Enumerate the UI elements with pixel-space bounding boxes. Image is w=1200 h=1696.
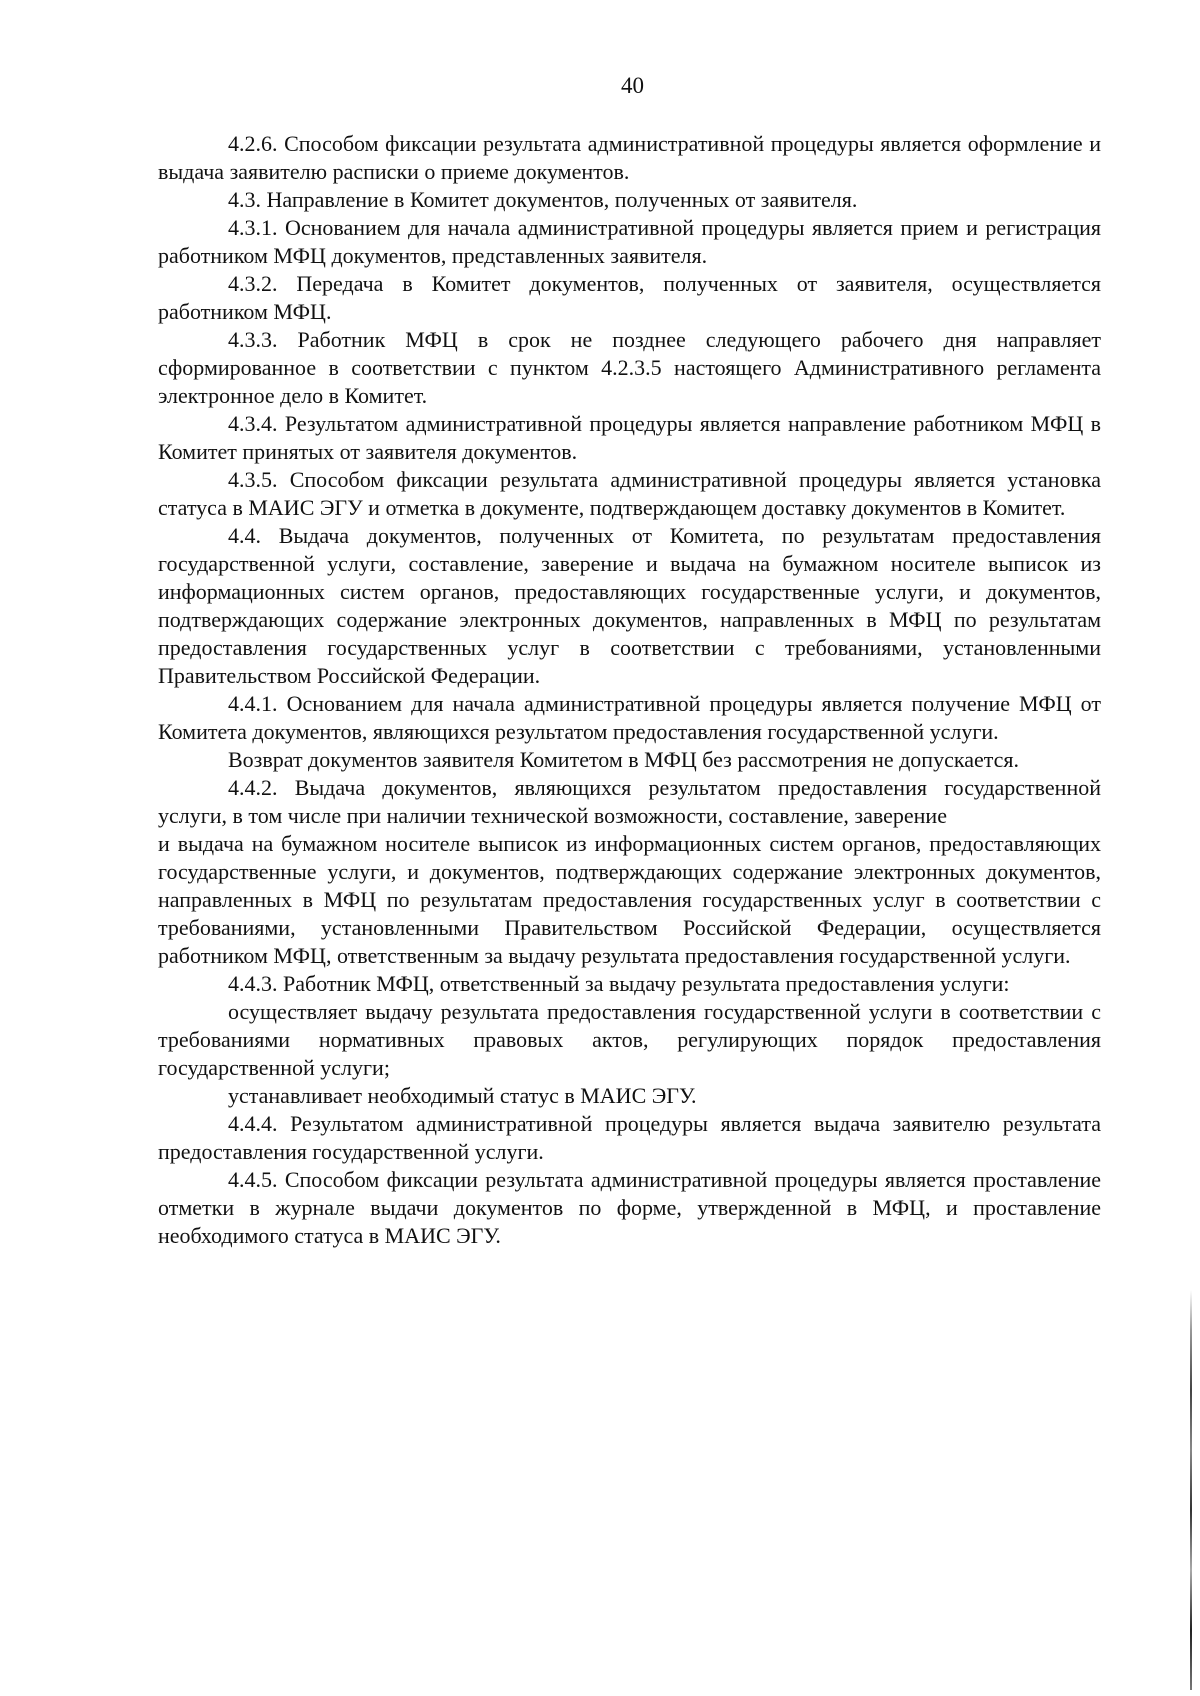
paragraph-4-3-5: 4.3.5. Способом фиксации результата административной процедуры является установка статуса в МАИС ЭГУ и отметка в документе, подтверждающем доставку документов в Комитет. <box>158 467 1101 520</box>
scan-edge-artifact <box>1190 1290 1192 1690</box>
paragraph-4-4-3-issue: осуществляет выдачу результата предоставления государственной услуги в соответствии с требованиями нормативных правовых актов, регулирующих порядок предоставления государственной услуги; <box>158 999 1101 1080</box>
paragraph-4-4-2: 4.4.2. Выдача документов, являющихся результатом предоставления государственной услуги, в том числе при наличии технической возможности, составление, заверение <box>158 775 1101 828</box>
paragraph-4-3-4: 4.3.4. Результатом административной процедуры является направление работником МФЦ в Комитет принятых от заявителя документов. <box>158 411 1101 464</box>
paragraph-4-3: 4.3. Направление в Комитет документов, полученных от заявителя. <box>228 187 858 212</box>
paragraph-4-3-2: 4.3.2. Передача в Комитет документов, полученных от заявителя, осуществляется работником МФЦ. <box>158 271 1101 324</box>
page-number: 40 <box>621 73 644 98</box>
paragraph-4-4-2-continued: и выдача на бумажном носителе выписок из информационных систем органов, предоставляющих государственные услуги, и документов, подтверждающих содержание электронных документов, направленных в МФЦ по результатам предоставления государственных услуг в соответствии с требованиями, установленными Правительством Российской Федерации, осуществляется работником МФЦ, ответственным за выдачу результата предоставления государственной услуги. <box>158 831 1101 968</box>
paragraph-4-4-4: 4.4.4. Результатом административной процедуры является выдача заявителю результата предоставления государственной услуги. <box>158 1111 1101 1164</box>
paragraph-4-4-3-status: устанавливает необходимый статус в МАИС ЭГУ. <box>228 1083 697 1108</box>
paragraph-4-3-1: 4.3.1. Основанием для начала административной процедуры является прием и регистрация работником МФЦ документов, представленных заявителя. <box>158 215 1101 268</box>
paragraph-4-4-1: 4.4.1. Основанием для начала административной процедуры является получение МФЦ от Комитета документов, являющихся результатом предоставления государственной услуги. <box>158 691 1101 744</box>
paragraph-4-4-5: 4.4.5. Способом фиксации результата административной процедуры является проставление отметки в журнале выдачи документов по форме, утвержденной в МФЦ, и проставление необходимого статуса в МАИС ЭГУ. <box>158 1167 1101 1248</box>
document-body <box>158 130 1101 1250</box>
paragraph-4-4: 4.4. Выдача документов, полученных от Комитета, по результатам предоставления государственной услуги, составление, заверение и выдача на бумажном носителе выписок из информационных систем органов, предоставляющих государственные услуги, и документов, подтверждающих содержание электронных документов, направленных в МФЦ по результатам предоставления государственных услуг в соответствии с требованиями, установленными Правительством Российской Федерации. <box>158 523 1101 688</box>
paragraph-return-documents: Возврат документов заявителя Комитетом в МФЦ без рассмотрения не допускается. <box>228 747 1020 772</box>
paragraph-4-4-3: 4.4.3. Работник МФЦ, ответственный за выдачу результата предоставления услуги: <box>228 971 1010 996</box>
paragraph-4-3-3: 4.3.3. Работник МФЦ в срок не позднее следующего рабочего дня направляет сформированное в соответствии с пунктом 4.2.3.5 настоящего Административного регламента электронное дело в Комитет. <box>158 327 1101 408</box>
paragraph-4-2-6: 4.2.6. Способом фиксации результата административной процедуры является оформление и выдача заявителю расписки о приеме документов. <box>158 131 1101 184</box>
